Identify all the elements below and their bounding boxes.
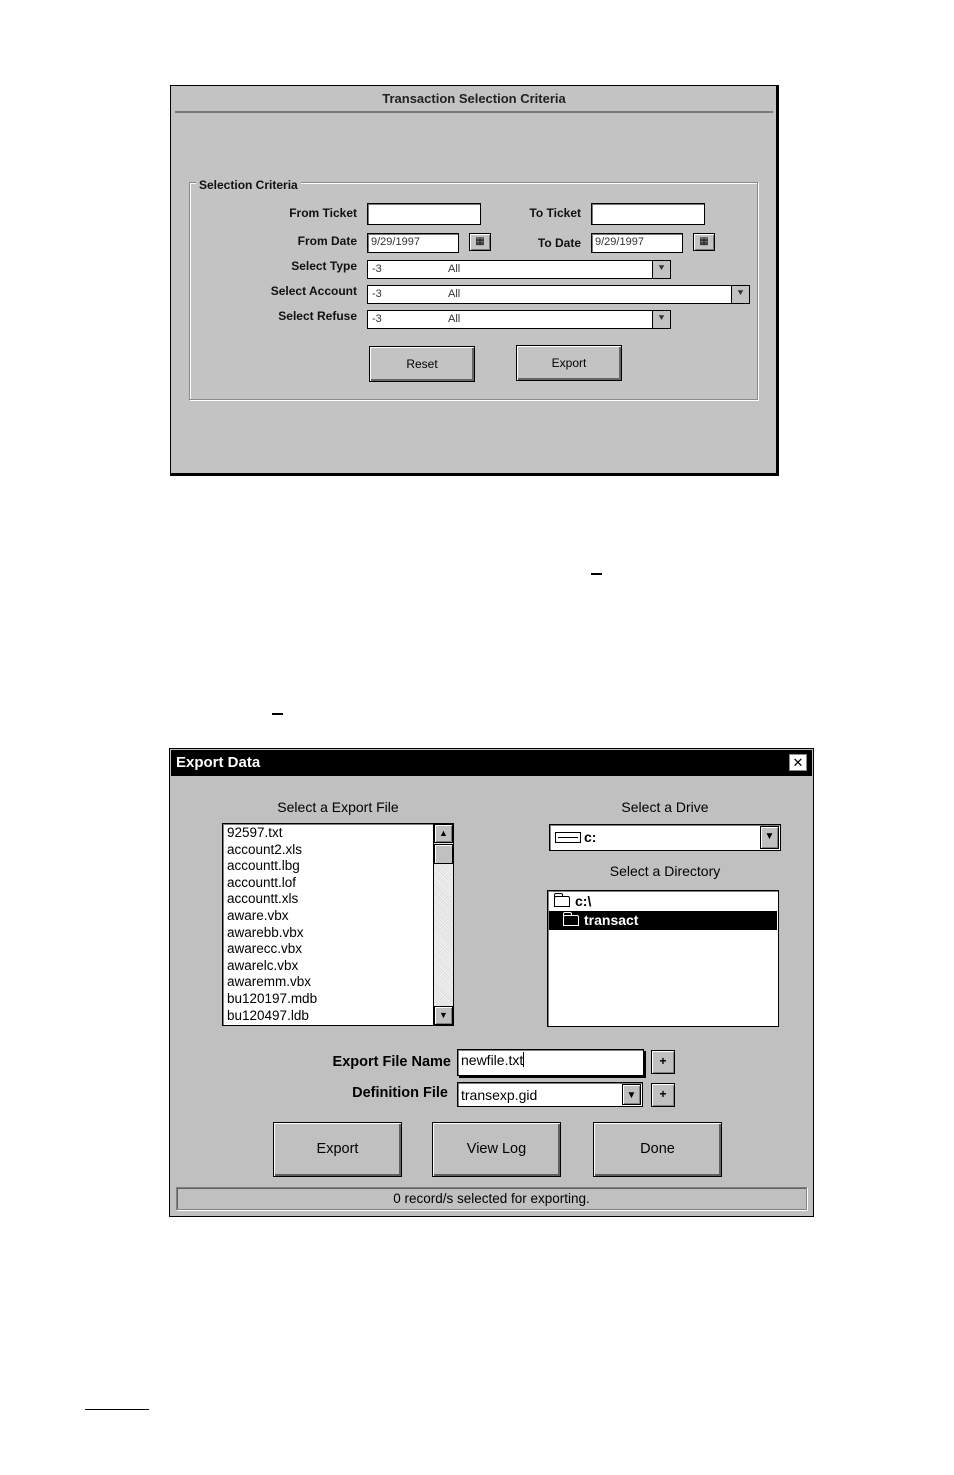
close-icon[interactable]: ✕ [789,754,807,771]
list-item[interactable]: accountt.lbg [227,858,300,874]
list-item[interactable]: awarecc.vbx [227,941,303,957]
definition-file-combo[interactable] [457,1082,643,1107]
drive-value [555,829,596,845]
drive-icon [555,832,581,843]
export-button[interactable]: Export [516,345,622,381]
select-refuse-code: -3 [372,313,382,325]
underline-mark [272,713,283,715]
select-drive-label: Select a Drive [621,799,709,815]
group-title: Selection Criteria [196,178,301,192]
list-item[interactable]: accountt.lof [227,874,297,890]
select-account-label: Select Account [270,284,357,298]
dropdown-arrow-icon[interactable]: ⯆ [652,311,670,328]
definition-file-value: transexp.gid [461,1087,538,1103]
dropdown-arrow-icon[interactable]: ⯆ [731,286,749,303]
list-item[interactable]: account2.xls [227,841,303,857]
from-date-label: From Date [297,234,357,248]
from-ticket-label: From Ticket [289,206,357,220]
title-bar [171,750,812,776]
dropdown-arrow-icon[interactable]: ⯆ [652,261,670,278]
from-ticket-input[interactable] [367,203,481,225]
scroll-up-icon[interactable]: ▲ [434,824,453,843]
from-date-calendar-icon[interactable]: ▦ [469,233,491,251]
select-refuse-value: All [448,313,461,325]
folder-open-icon [554,896,570,907]
drive-combo[interactable] [549,824,781,851]
to-date-input[interactable]: 9/29/1997 [591,233,683,253]
select-type-combo[interactable] [367,260,671,279]
select-directory-label: Select a Directory [609,863,721,879]
underline-mark [591,573,602,575]
select-account-combo[interactable] [367,285,750,304]
window-title: Transaction Selection Criteria [175,91,773,113]
add-export-file-button[interactable]: + [651,1050,675,1074]
list-item[interactable]: bu120497.ldb [227,1007,309,1023]
directory-item-selected[interactable] [549,911,777,930]
list-item[interactable]: bu120197.mdb [227,991,318,1006]
select-refuse-combo[interactable] [367,310,671,329]
export-file-name-label: Export File Name [332,1054,451,1070]
export-file-name-input[interactable] [457,1049,644,1076]
list-item[interactable]: awarelc.vbx [227,957,299,973]
reset-button[interactable]: Reset [369,346,475,382]
list-item[interactable]: accountt.xls [227,891,299,907]
add-definition-file-button[interactable]: + [651,1083,675,1107]
export-data-window [169,748,814,1217]
scroll-thumb[interactable] [434,844,453,864]
select-type-label: Select Type [291,259,357,273]
dropdown-arrow-icon[interactable]: ▼ [622,1084,641,1105]
window-title: Export Data [176,754,261,771]
drive-text: c: [584,829,597,845]
select-type-code: -3 [372,263,382,275]
folder-open-icon [563,915,579,926]
list-item[interactable]: aware.vbx [227,908,289,923]
vertical-scrollbar[interactable] [433,824,453,1025]
directory-item-root[interactable] [554,893,591,909]
list-item[interactable]: 92597.txt [227,825,283,840]
view-log-button[interactable]: View Log [432,1122,561,1177]
directory-name: c:\ [575,893,592,909]
to-date-label: To Date [537,236,581,250]
select-export-file-label: Select a Export File [277,799,399,815]
select-account-code: -3 [372,288,382,300]
transaction-selection-window [170,85,779,476]
to-date-calendar-icon[interactable]: ▦ [693,233,715,251]
list-item[interactable]: awaremm.vbx [227,974,312,990]
dropdown-arrow-icon[interactable]: ▼ [760,826,779,849]
export-file-name-value: newfile.txt [461,1052,524,1068]
footnote-rule [85,1409,149,1410]
select-account-value: All [448,288,461,300]
status-bar: 0 record/s selected for exporting. [176,1187,807,1210]
scroll-down-icon[interactable]: ▼ [434,1006,453,1025]
directory-name: transact [584,912,639,928]
export-button[interactable]: Export [273,1122,402,1177]
to-ticket-input[interactable] [591,203,705,225]
from-date-input[interactable]: 9/29/1997 [367,233,459,253]
select-refuse-label: Select Refuse [278,309,357,323]
done-button[interactable]: Done [593,1122,722,1177]
list-item[interactable]: awarebb.vbx [227,924,304,940]
export-file-list[interactable] [222,823,454,1026]
select-type-value: All [448,263,461,275]
to-ticket-label: To Ticket [529,206,581,220]
text-cursor [523,1052,524,1067]
directory-list[interactable] [547,890,779,1027]
definition-file-label: Definition File [352,1085,448,1101]
